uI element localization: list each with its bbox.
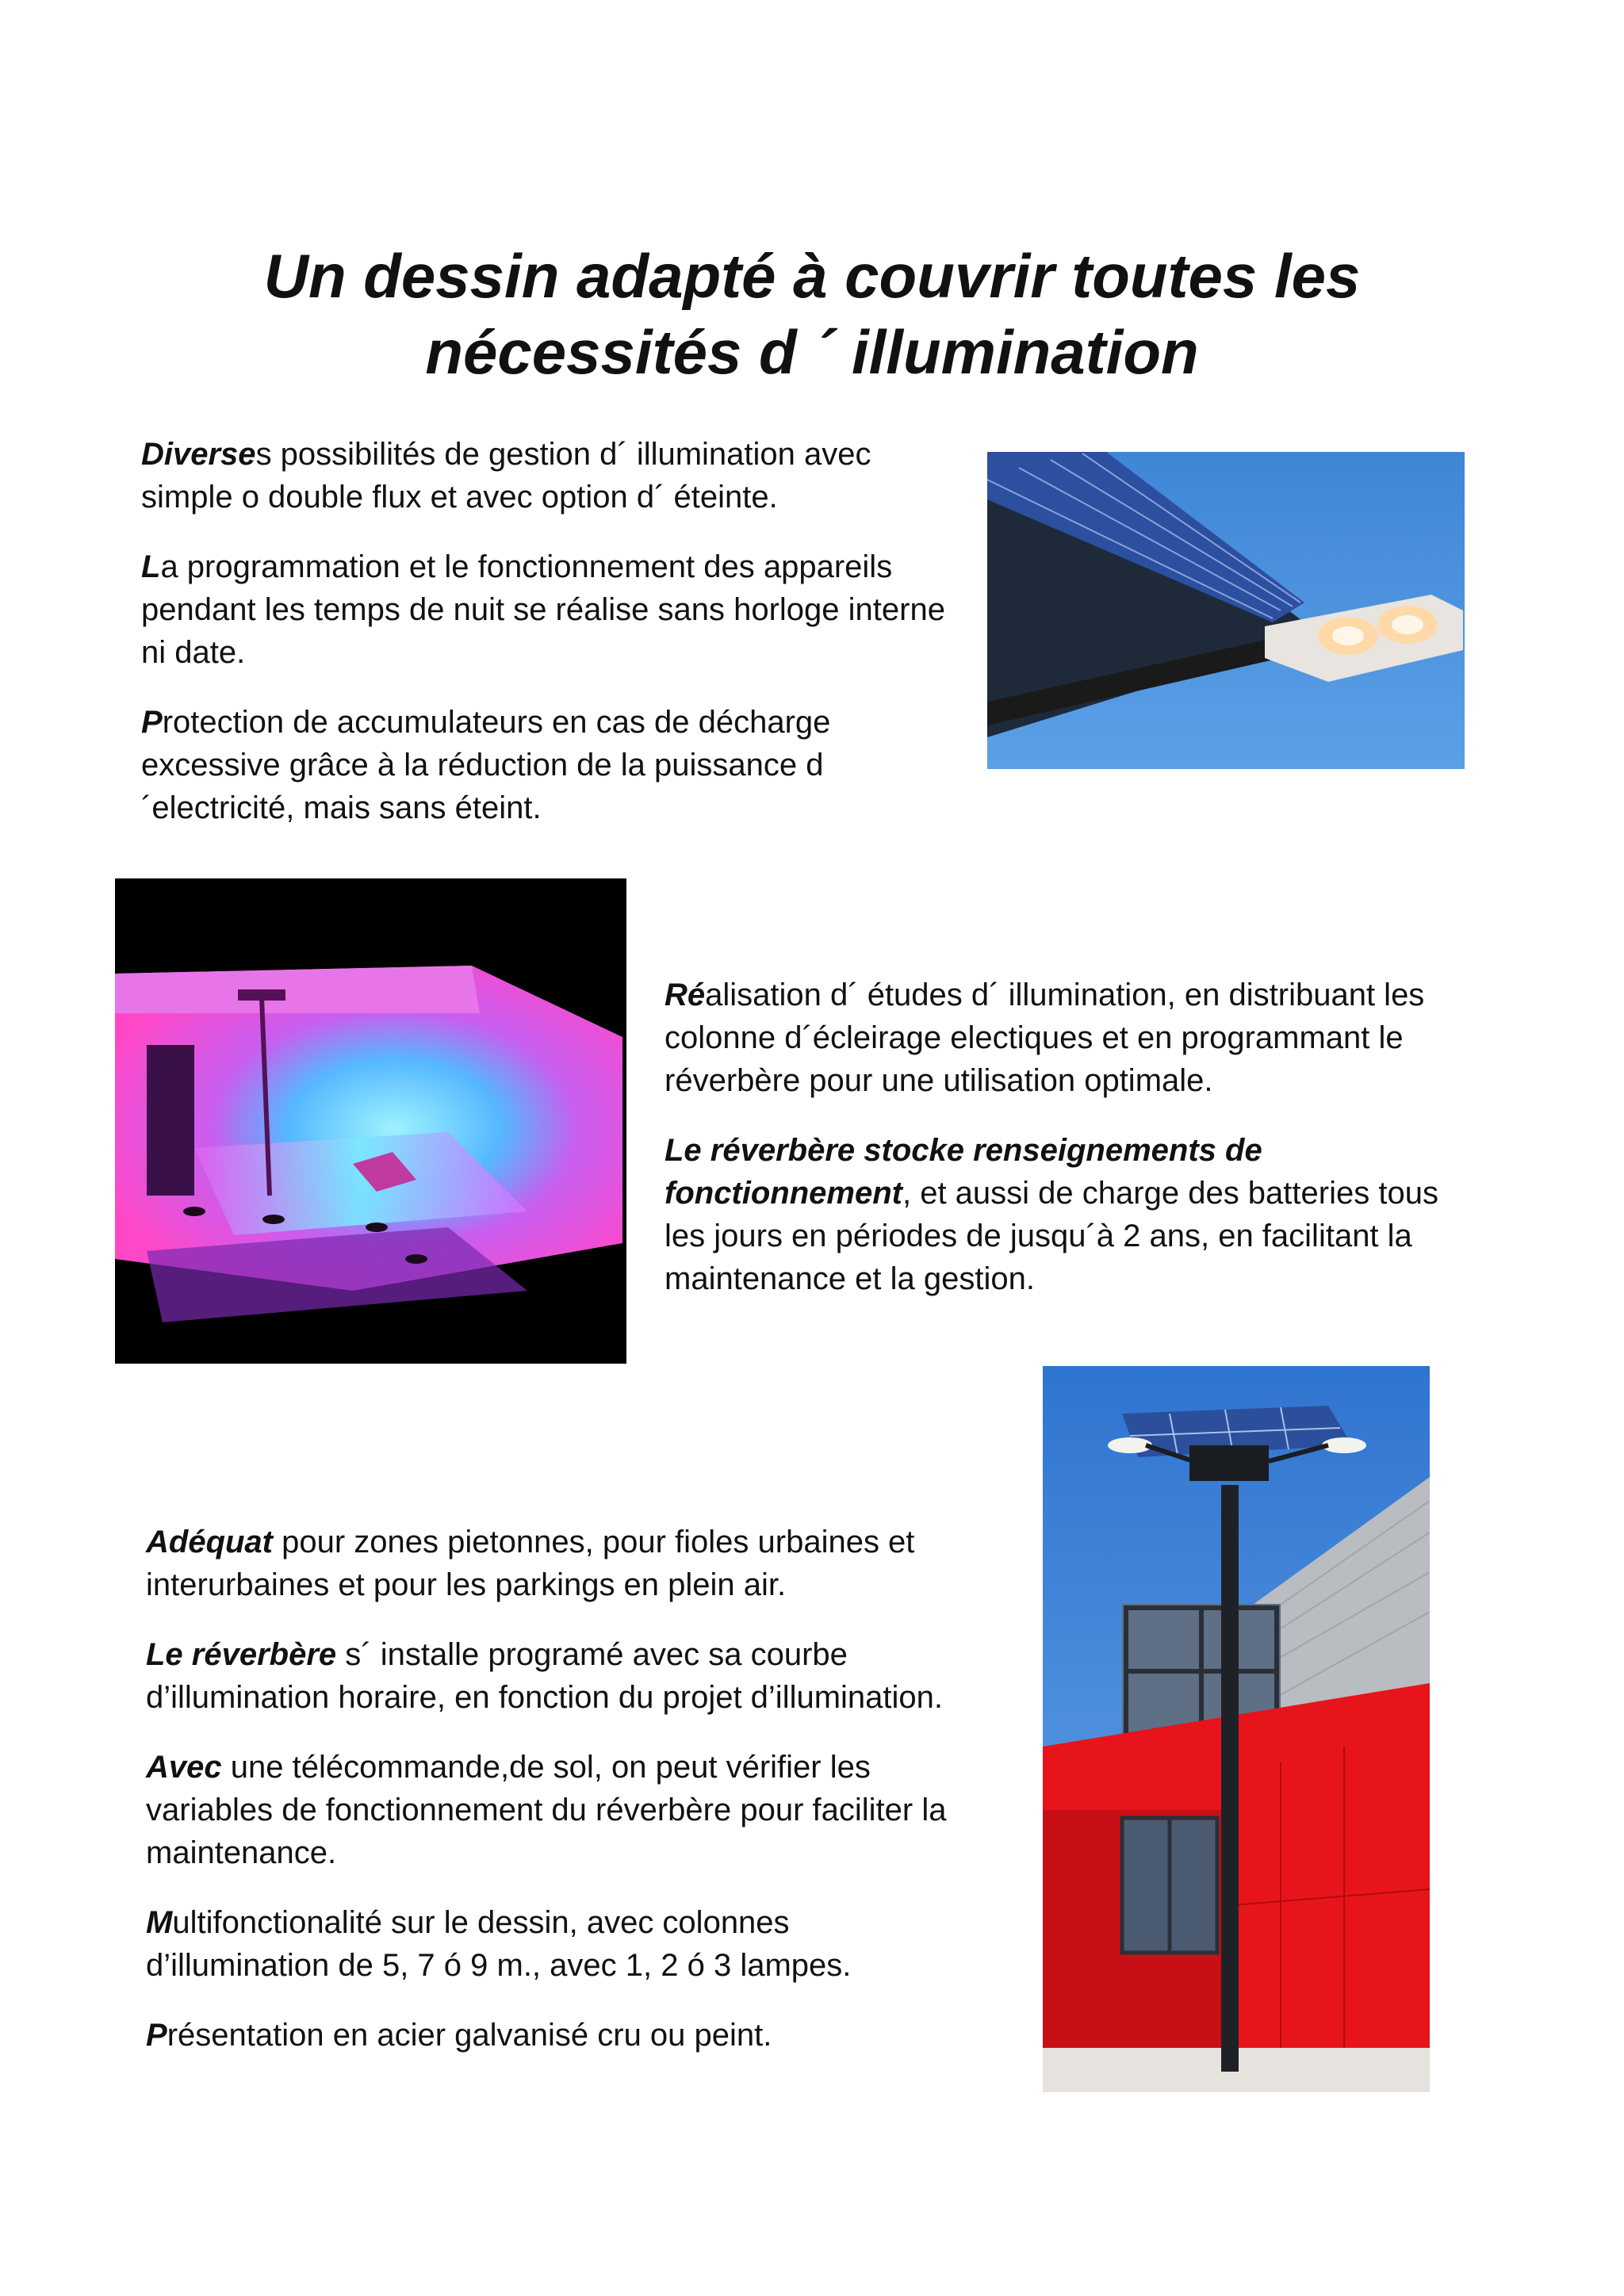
section-1-text — [141, 433, 950, 856]
paragraph: Avec une télécommande,de sol, on peut vérifier les variables de fonctionnement du réverbère pour faciliter la maintenance. — [146, 1750, 947, 1870]
paragraph: Multifonctionalité sur le dessin, avec colonnes d’illumination de 5, 7 ó 9 m., avec 1, 2 ó 3 lampes. — [146, 1905, 852, 1983]
paragraph: Diverses possibilités de gestion d´ illumination avec simple o double flux et avec option d´ éteinte. — [141, 437, 871, 515]
paragraph: Protection de accumulateurs en cas de décharge excessive grâce à la réduction de la puissance d´electricité, mais sans éteint. — [141, 705, 831, 825]
paragraph: Le réverbère stocke renseignements de fonctionnement, et aussi de charge des batteries tous les jours en périodes de jusqu´à 2 ans, en facilitant la maintenance et la gestion. — [665, 1133, 1438, 1296]
page-title — [0, 238, 1624, 390]
illumination-study-render — [115, 878, 626, 1364]
paragraph: La programmation et le fonctionnement des appareils pendant les temps de nuit se réalise sans horloge interne ni date. — [141, 549, 945, 670]
paragraph: Adéquat pour zones pietonnes, pour fioles urbaines et interurbaines et pour les parkings en plein air. — [146, 1525, 915, 1602]
solar-streetlight-photo — [987, 452, 1465, 769]
section-2-text — [665, 974, 1473, 1327]
solar-lamp-post-photo — [1043, 1366, 1430, 2092]
section-3-text — [146, 1521, 971, 2084]
title-line-2: nécessités d ´ illumination — [425, 317, 1199, 387]
paragraph: Le réverbère s´ installe programé avec sa courbe d’illumination horaire, en fonction du projet d’illumination. — [146, 1637, 944, 1715]
title-line-1: Un dessin adapté à couvrir toutes les — [263, 241, 1361, 311]
paragraph: Réalisation d´ études d´ illumination, en distribuant les colonne d´écleirage electiques et en programmant le réverbère pour une utilisation optimale. — [665, 978, 1425, 1098]
paragraph: Présentation en acier galvanisé cru ou peint. — [146, 2018, 772, 2053]
